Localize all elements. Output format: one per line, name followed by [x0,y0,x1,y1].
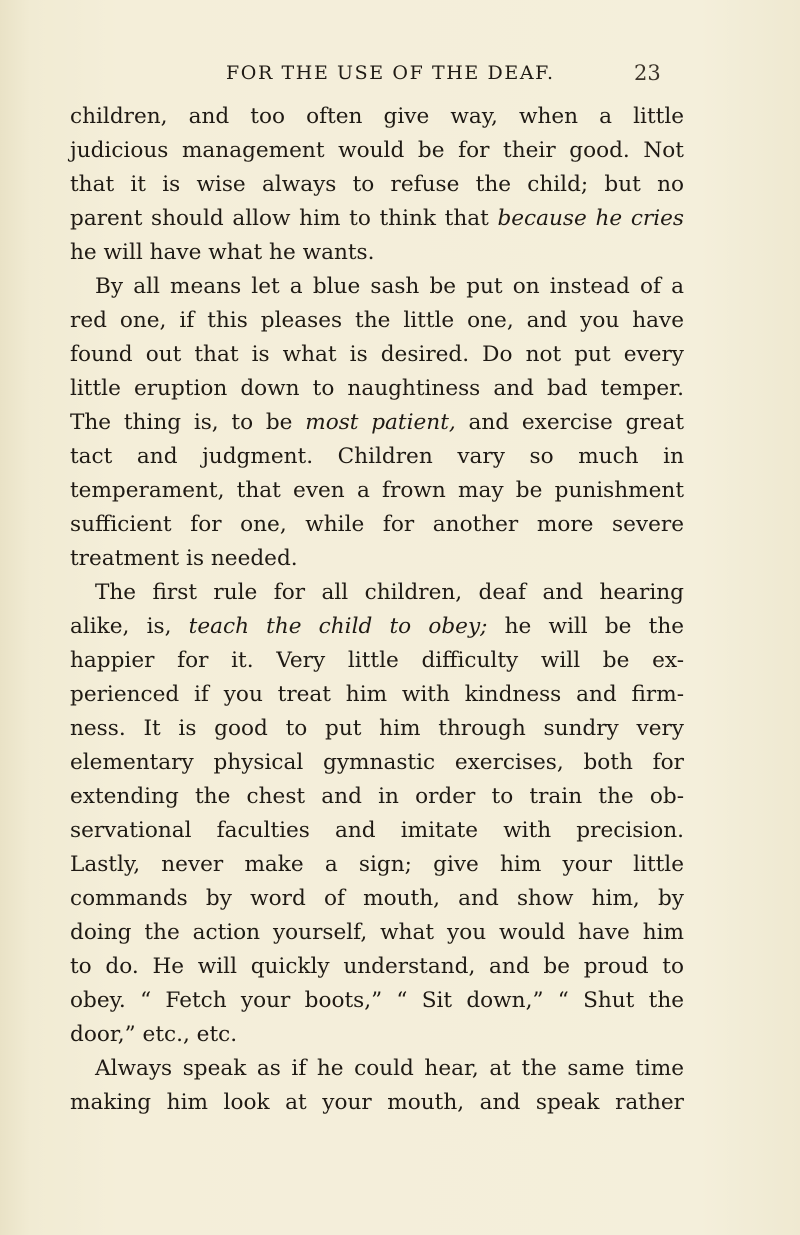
italic-emphasis: because he cries [497,206,684,231]
text-line [70,406,684,440]
text-line: door,” etc., etc. [70,1022,238,1047]
text-line [70,202,684,236]
text-line: ness. It is good to put him through sundry very [70,716,684,741]
text-line: servational faculties and imitate with precision. [70,818,684,843]
text-line: commands by word of mouth, and show him, by [70,886,684,911]
text-line: perienced if you treat him with kindness and firm- [70,682,684,707]
text-line: happier for it. Very little difficulty will be ex- [70,648,684,673]
text-line [70,610,684,644]
text-line: judicious management would be for their good. Not [70,138,684,163]
text-line: extending the chest and in order to train the ob- [70,784,684,809]
text-segment: alike, is, [70,614,172,639]
text-line: red one, if this pleases the little one, and you have [70,308,684,333]
text-line: Lastly, never make a sign; give him your little [70,852,684,877]
text-line: little eruption down to naughtiness and bad temper. [70,376,684,401]
page-header [0,58,800,88]
text-segment: and exercise great [468,410,685,435]
text-line: found out that is what is desired. Do not put every [70,342,684,367]
text-segment: parent should allow him to think that [70,206,489,231]
italic-emphasis: teach the child to obey; [188,614,488,639]
text-line: elementary physical gymnastic exercises, both for [70,750,684,775]
text-line: obey. “ Fetch your boots,” “ Sit down,” “ Shut the [70,988,684,1013]
text-line: treatment is needed. [70,546,298,571]
paragraph-first-line: By all means let a blue sash be put on instead of a [95,274,684,299]
text-line: that it is wise always to refuse the child; but no [70,172,684,197]
italic-emphasis: most patient, [305,410,456,435]
paragraph-first-line: The first rule for all children, deaf and hearing [95,580,684,605]
text-line: temperament, that even a frown may be punishment [70,478,684,503]
page-number: 23 [634,61,661,85]
text-line: sufficient for one, while for another more severe [70,512,684,537]
text-line: to do. He will quickly understand, and be proud to [70,954,684,979]
text-line: doing the action yourself, what you would have him [70,920,684,945]
text-line: tact and judgment. Children vary so much in [70,444,684,469]
text-segment: he will be the [504,614,685,639]
paragraph-first-line: Always speak as if he could hear, at the same time [95,1056,684,1081]
running-head: FOR THE USE OF THE DEAF. [226,62,555,84]
text-line: children, and too often give way, when a little [70,104,684,129]
text-line: making him look at your mouth, and speak rather [70,1090,684,1115]
text-segment: The thing is, to be [70,410,293,435]
text-line: he will have what he wants. [70,240,375,265]
